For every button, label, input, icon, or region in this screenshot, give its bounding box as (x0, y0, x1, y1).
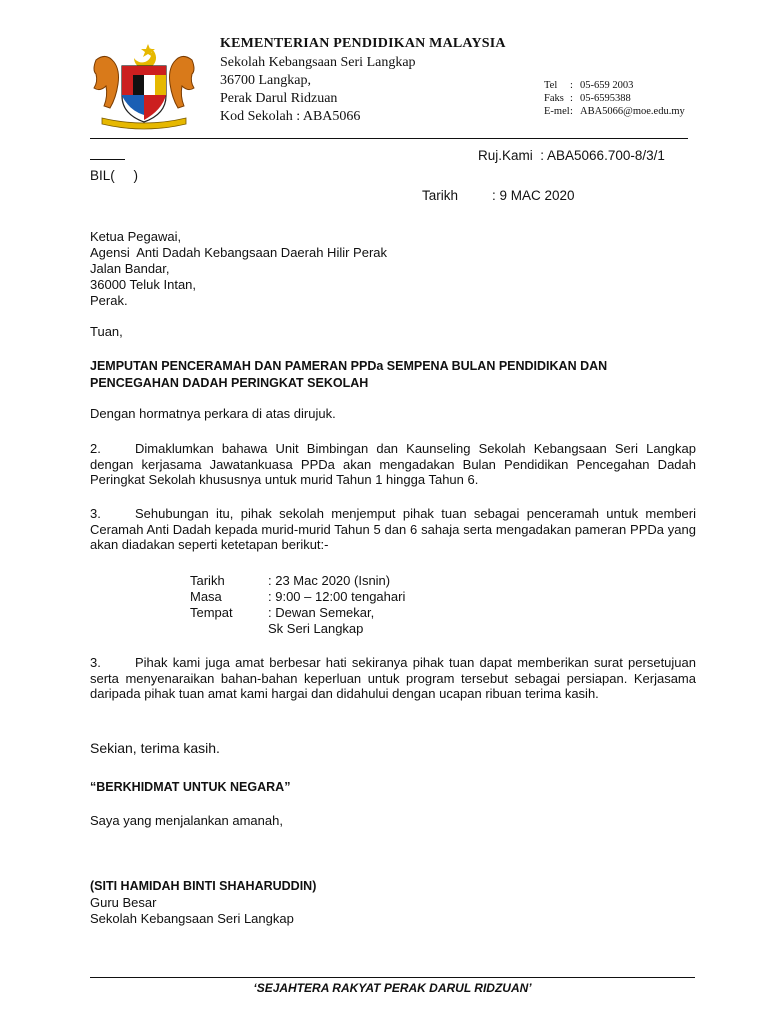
paragraph-number: 3. (90, 506, 101, 521)
event-detail-row (268, 621, 363, 636)
body-paragraph (90, 655, 696, 702)
letter-subject: JEMPUTAN PENCERAMAH DAN PAMERAN PPDa SEMPENA BULAN PENDIDIKAN DAN PENCEGAHAN DADAH PERINGKAT SEKOLAH (90, 359, 608, 390)
event-detail-value: Sk Seri Langkap (268, 621, 364, 636)
malaysia-coat-of-arms-icon (88, 40, 200, 132)
event-detail-label: Tempat (190, 605, 233, 620)
event-detail-row (190, 589, 405, 604)
date-label: Tarikh (422, 188, 459, 203)
contact-email (544, 106, 685, 117)
event-detail-row (190, 605, 374, 620)
contact-tel (544, 80, 633, 91)
paragraph-text: Sehubungan itu, pihak sekolah menjemput pihak tuan sebagai penceramah untuk memberi Ceramah Anti Dadah kepada murid-murid Tahun 5 dan 6 sahaja serta mengadakan pameran PPDa yang akan diadakan seperti ketetapan berikut:- (90, 506, 696, 552)
separator: : (570, 93, 573, 104)
school-name: Sekolah Kebangsaan Seri Langkap (220, 55, 416, 70)
fax-value: 05-6595388 (580, 93, 631, 104)
signatory-title: Guru Besar (90, 895, 157, 910)
motto: “BERKHIDMAT UNTUK NEGARA” (90, 780, 291, 794)
separator: : (570, 80, 573, 91)
recipient-line: Perak. (90, 293, 128, 308)
footer-divider (90, 977, 695, 978)
footer-slogan: ‘SEJAHTERA RAKYAT PERAK DARUL RIDZUAN’ (253, 981, 532, 995)
salutation: Tuan, (90, 324, 123, 339)
signatory-school: Sekolah Kebangsaan Seri Langkap (90, 911, 294, 926)
recipient-line: Ketua Pegawai, (90, 229, 182, 244)
body-paragraph (90, 506, 696, 553)
separator: : (570, 106, 573, 117)
address-line: Perak Darul Ridzuan (220, 91, 338, 106)
event-detail-label: Tarikh (190, 573, 225, 588)
letterhead-divider (90, 138, 688, 139)
event-detail-value: : Dewan Semekar, (268, 605, 375, 620)
school-code: Kod Sekolah : ABA5066 (220, 109, 361, 124)
event-detail-value: : 23 Mac 2020 (Isnin) (268, 573, 391, 588)
email-label: E-mel (544, 106, 570, 117)
address-line: 36700 Langkap, (220, 73, 311, 88)
closing-line: Sekian, terima kasih. (90, 740, 220, 756)
email-value: ABA5066@moe.edu.my (580, 106, 685, 117)
tel-label: Tel (544, 80, 558, 91)
event-detail-label: Masa (190, 589, 222, 604)
opening-paragraph: Dengan hormatnya perkara di atas dirujuk. (90, 406, 336, 421)
body-paragraph (90, 441, 696, 488)
event-detail-value: : 9:00 – 12:00 tengahari (268, 589, 406, 604)
letter-date (422, 188, 575, 203)
recipient-line: Jalan Bandar, (90, 261, 170, 276)
bil-number: BIL( ) (90, 168, 139, 183)
paragraph-number: 3. (90, 655, 101, 670)
fax-label: Faks (544, 93, 564, 104)
ministry-name: KEMENTERIAN PENDIDIKAN MALAYSIA (220, 36, 506, 51)
date-value: : 9 MAC 2020 (492, 188, 575, 203)
paragraph-text: Pihak kami juga amat berbesar hati sekiranya pihak tuan dapat memberikan surat persetujuan serta menyenaraikan bahan-bahan keperluan untuk program tersebut sebagai persiapan. Kerjasama daripada pihak tuan amat kami hargai dan didahului dengan ucapan ribuan terima kasih. (90, 655, 696, 701)
paragraph-number: 2. (90, 441, 101, 456)
reference-number: Ruj.Kami : ABA5066.700-8/3/1 (478, 148, 665, 163)
recipient-line: 36000 Teluk Intan, (90, 277, 197, 292)
divider-stub (90, 159, 125, 160)
recipient-line: Agensi Anti Dadah Kebangsaan Daerah Hilir Perak (90, 245, 388, 260)
amanah-line: Saya yang menjalankan amanah, (90, 813, 283, 828)
paragraph-text: Dimaklumkan bahawa Unit Bimbingan dan Kaunseling Sekolah Kebangsaan Seri Langkap dengan kerjasama Jawatankuasa PPDa akan mengadakan Bulan Pendidikan Pencegahan Dadah Peringkat Sekolah khususnya untuk murid Tahun 1 hingga Tahun 6. (90, 441, 696, 487)
signatory-name: (SITI HAMIDAH BINTI SHAHARUDDIN) (90, 879, 317, 893)
tel-value: 05-659 2003 (580, 80, 634, 91)
event-detail-row (190, 573, 390, 588)
contact-fax (544, 93, 631, 104)
